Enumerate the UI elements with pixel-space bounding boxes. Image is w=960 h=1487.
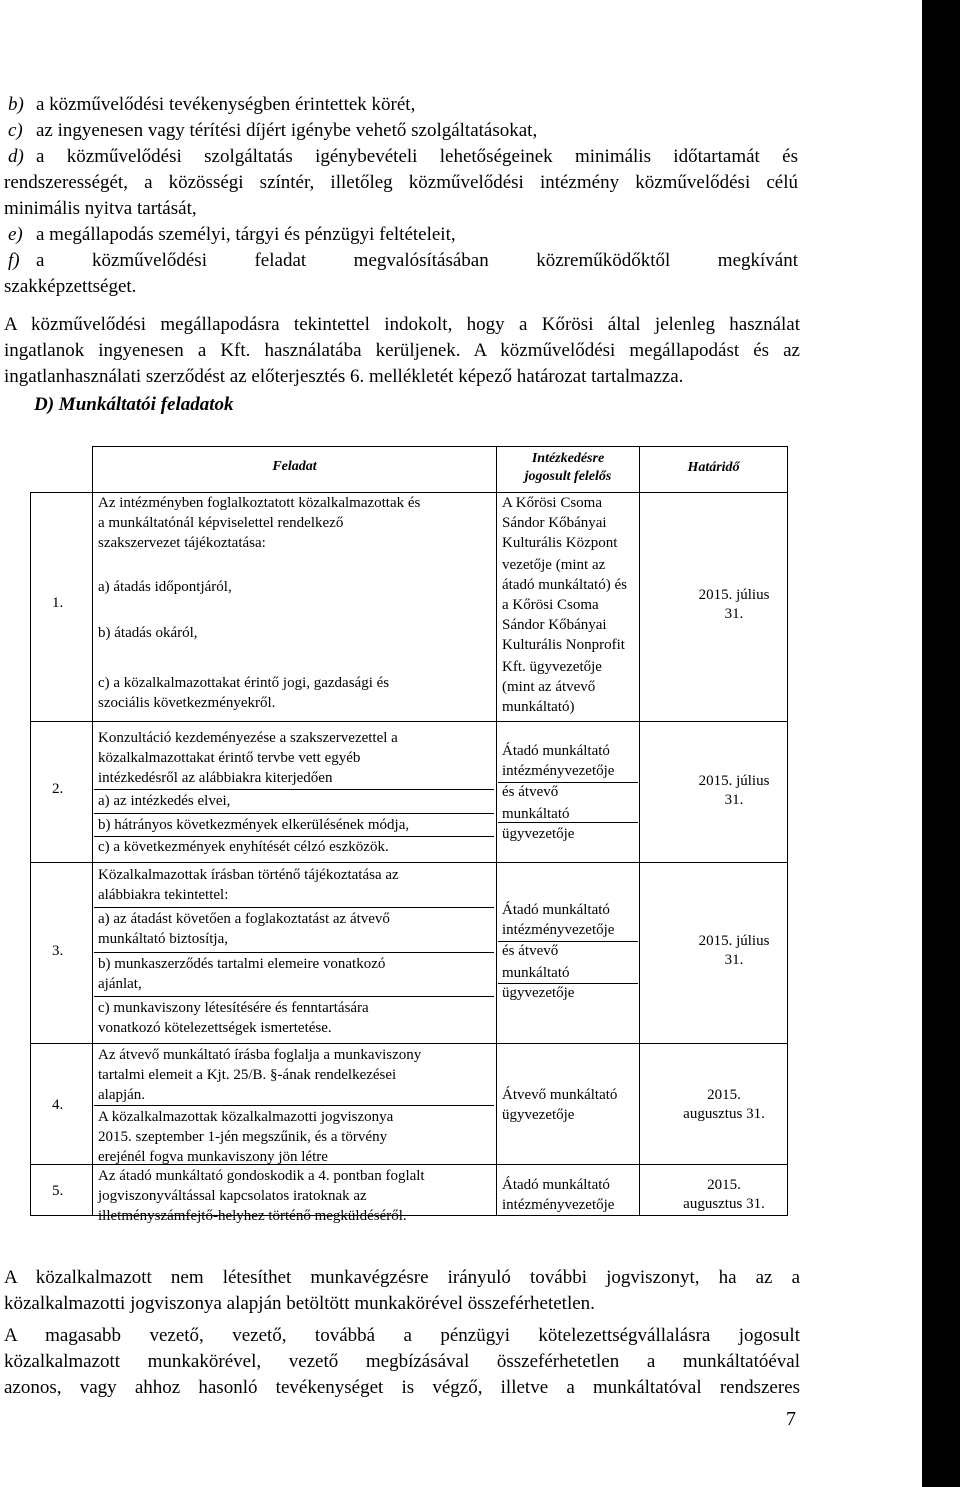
task-divider [94,1105,494,1106]
task-divider [94,789,494,790]
deadline-cell: 2015. augusztus 31. [683,1177,765,1212]
table-border [30,492,31,1216]
table-border [787,446,788,1216]
responsible-divider [498,822,638,823]
header-responsible: Intézkedésre jogosult felelős [524,451,612,484]
paragraph-line: A közalkalmazott nem létesíthet munkavégzésre irányuló további jogviszonyt, ha az a [4,1267,800,1288]
row-number: 2. [52,781,64,797]
header-deadline: Határidő [687,460,740,475]
table-border [496,446,497,1216]
row-number: 5. [52,1183,64,1199]
deadline-cell: 2015. július 31. [698,933,770,968]
table-border [92,446,788,447]
employer-tasks-table: Feladat Intézkedésre jogosult felelős Határidő 1. Az intézményben foglalkoztatott közalkalmazottak és a munkáltatónál képviselettel rendelkező szakszervezet tájékoztatása: a) átadás időpontjáról, b) átadás okáról, c) a közalkalmazottakat érintő jogi, gazdasági és szociális következményekről. A Kőrösi Csoma Sándor Kőbányai Kulturális Központ vezetője (mint az átadó munkáltató) és a Kőrösi Csoma Sándor Kőbányai Kulturális Nonprofit Kft. ügyvezetője (mint az átvevő munkáltató) 2015. július 31. 2. Konzultáció kezdeményezése a szakszervezettel a közalkalmazottakat érintő tervbe vett egyéb intézkedésről az alábbiakra kiterjedően a) az intézkedés elvei, b) hátrányos következmények elkerülésének módja, c) a következmények enyhítését célzó eszközök. Átadó munkáltató intézményvezetője és átvevő munkáltató ügyvezetője 2015. július 31. 3. Közalkalmazottak írásban történő tájékoztatása az alábbiakra tekintettel: a) az átadást követően a foglakoztatást az átvevő munkáltató biztosítja, b) munkaszerződés tartalmi elemeire vonatkozó ajánlat, c) munkaviszony létesítésére és fenntartására vonatkozó kötelezettségek ismertetése. Átadó munkáltató intézményvezetője és átvevő munkáltató ügyvezetője 2015. július 31. 4. Az átvevő munkáltató írásba foglalja a munkaviszony tartalmi elemeit a Kjt. 25/B. §-ának rendelkezései alapján. A közalkalmazottak közalkalmazotti jogviszonya 2015. szeptember 1-jén megszűnik, és a törvény erejénél fogva munkaviszony jön létre Átvevő munkáltató ügyvezetője 2015. augusztus 31. 5. Az átadó munkáltató gondoskodik a 4. pontban foglalt jogviszonyváltással kapcsolatos iratoknak az illetményszámfejtő-helyhez történő megküldéséről. Átadó munkáltató intézményvezetője 2015. augusztus 31. [30,446,788,1216]
list-item: f) a közművelődési feladat megvalósításában közreműködőktől megkívánt [8,250,798,271]
list-item: c) az ingyenesen vagy térítési díjért igénybe vehető szolgáltatásokat, [8,120,538,141]
page-number: 7 [786,1408,796,1430]
row-number: 1. [52,595,64,611]
paragraph-leaders [4,1323,800,1401]
paragraph-line: A magasabb vezető, vezető, továbbá a pénzügyi kötelezettségvállalásra jogosult [4,1325,800,1346]
responsible-divider [498,782,638,783]
paragraph-line: azonos, vagy ahhoz hasonló tevékenységet is végző, illetve a munkáltatóval rendszeres [4,1377,800,1398]
paragraph-line: ingatlanok ingyenesen a Kft. használatába kerüljenek. A közművelődési megállapodást és az [4,340,800,361]
responsible-divider [498,941,638,942]
deadline-cell: 2015. július 31. [698,773,770,808]
table-border [30,862,788,863]
list-item-continuation: minimális nyitva tartását, [4,198,197,219]
paragraph-line: közalkalmazott munkakörével, vezető megbízásával összeférhetetlen a munkáltatóéval [4,1351,800,1372]
list-item: d) a közművelődési szolgáltatás igénybevételi lehetőségeinek minimális időtartamát és [8,146,798,167]
row-number: 3. [52,943,64,959]
table-border [30,1043,788,1044]
deadline-cell: 2015. augusztus 31. [683,1087,765,1122]
list-item-continuation: rendszerességét, a közösségi színtér, illetőleg közművelődési intézmény közművelődési célú [4,172,798,193]
task-divider [94,907,494,908]
task-divider [94,836,494,837]
task-divider [94,813,494,814]
table-border [92,446,93,1216]
paragraph-line: közalkalmazotti jogviszonya alapján betöltött munkakörével összeférhetetlen. [4,1293,595,1314]
responsible-divider [498,983,638,984]
task-divider [94,996,494,997]
section-heading: D) Munkáltatói feladatok [34,394,234,415]
list-item: b) a közművelődési tevékenységben érintettek körét, [8,94,416,115]
list-item: e) a megállapodás személyi, tárgyi és pénzügyi feltételeit, [8,224,456,245]
list-item-continuation: szakképzettséget. [4,276,137,297]
paragraph-line: A közművelődési megállapodásra tekintettel indokolt, hogy a Kőrösi által jelenleg használat [4,314,800,335]
paragraph-agreement [4,312,800,392]
paragraph-line: ingatlanhasználati szerződést az előterjesztés 6. mellékletét képező határozat tartalmazza. [4,366,684,387]
table-border [30,721,788,722]
row-number: 4. [52,1097,64,1113]
paragraph-incompatibility [4,1265,800,1317]
requirement-list [4,92,800,302]
header-task: Feladat [272,459,317,474]
task-divider [94,952,494,953]
deadline-cell: 2015. július 31. [698,587,770,622]
table-border [639,446,640,1216]
table-border [30,492,788,493]
